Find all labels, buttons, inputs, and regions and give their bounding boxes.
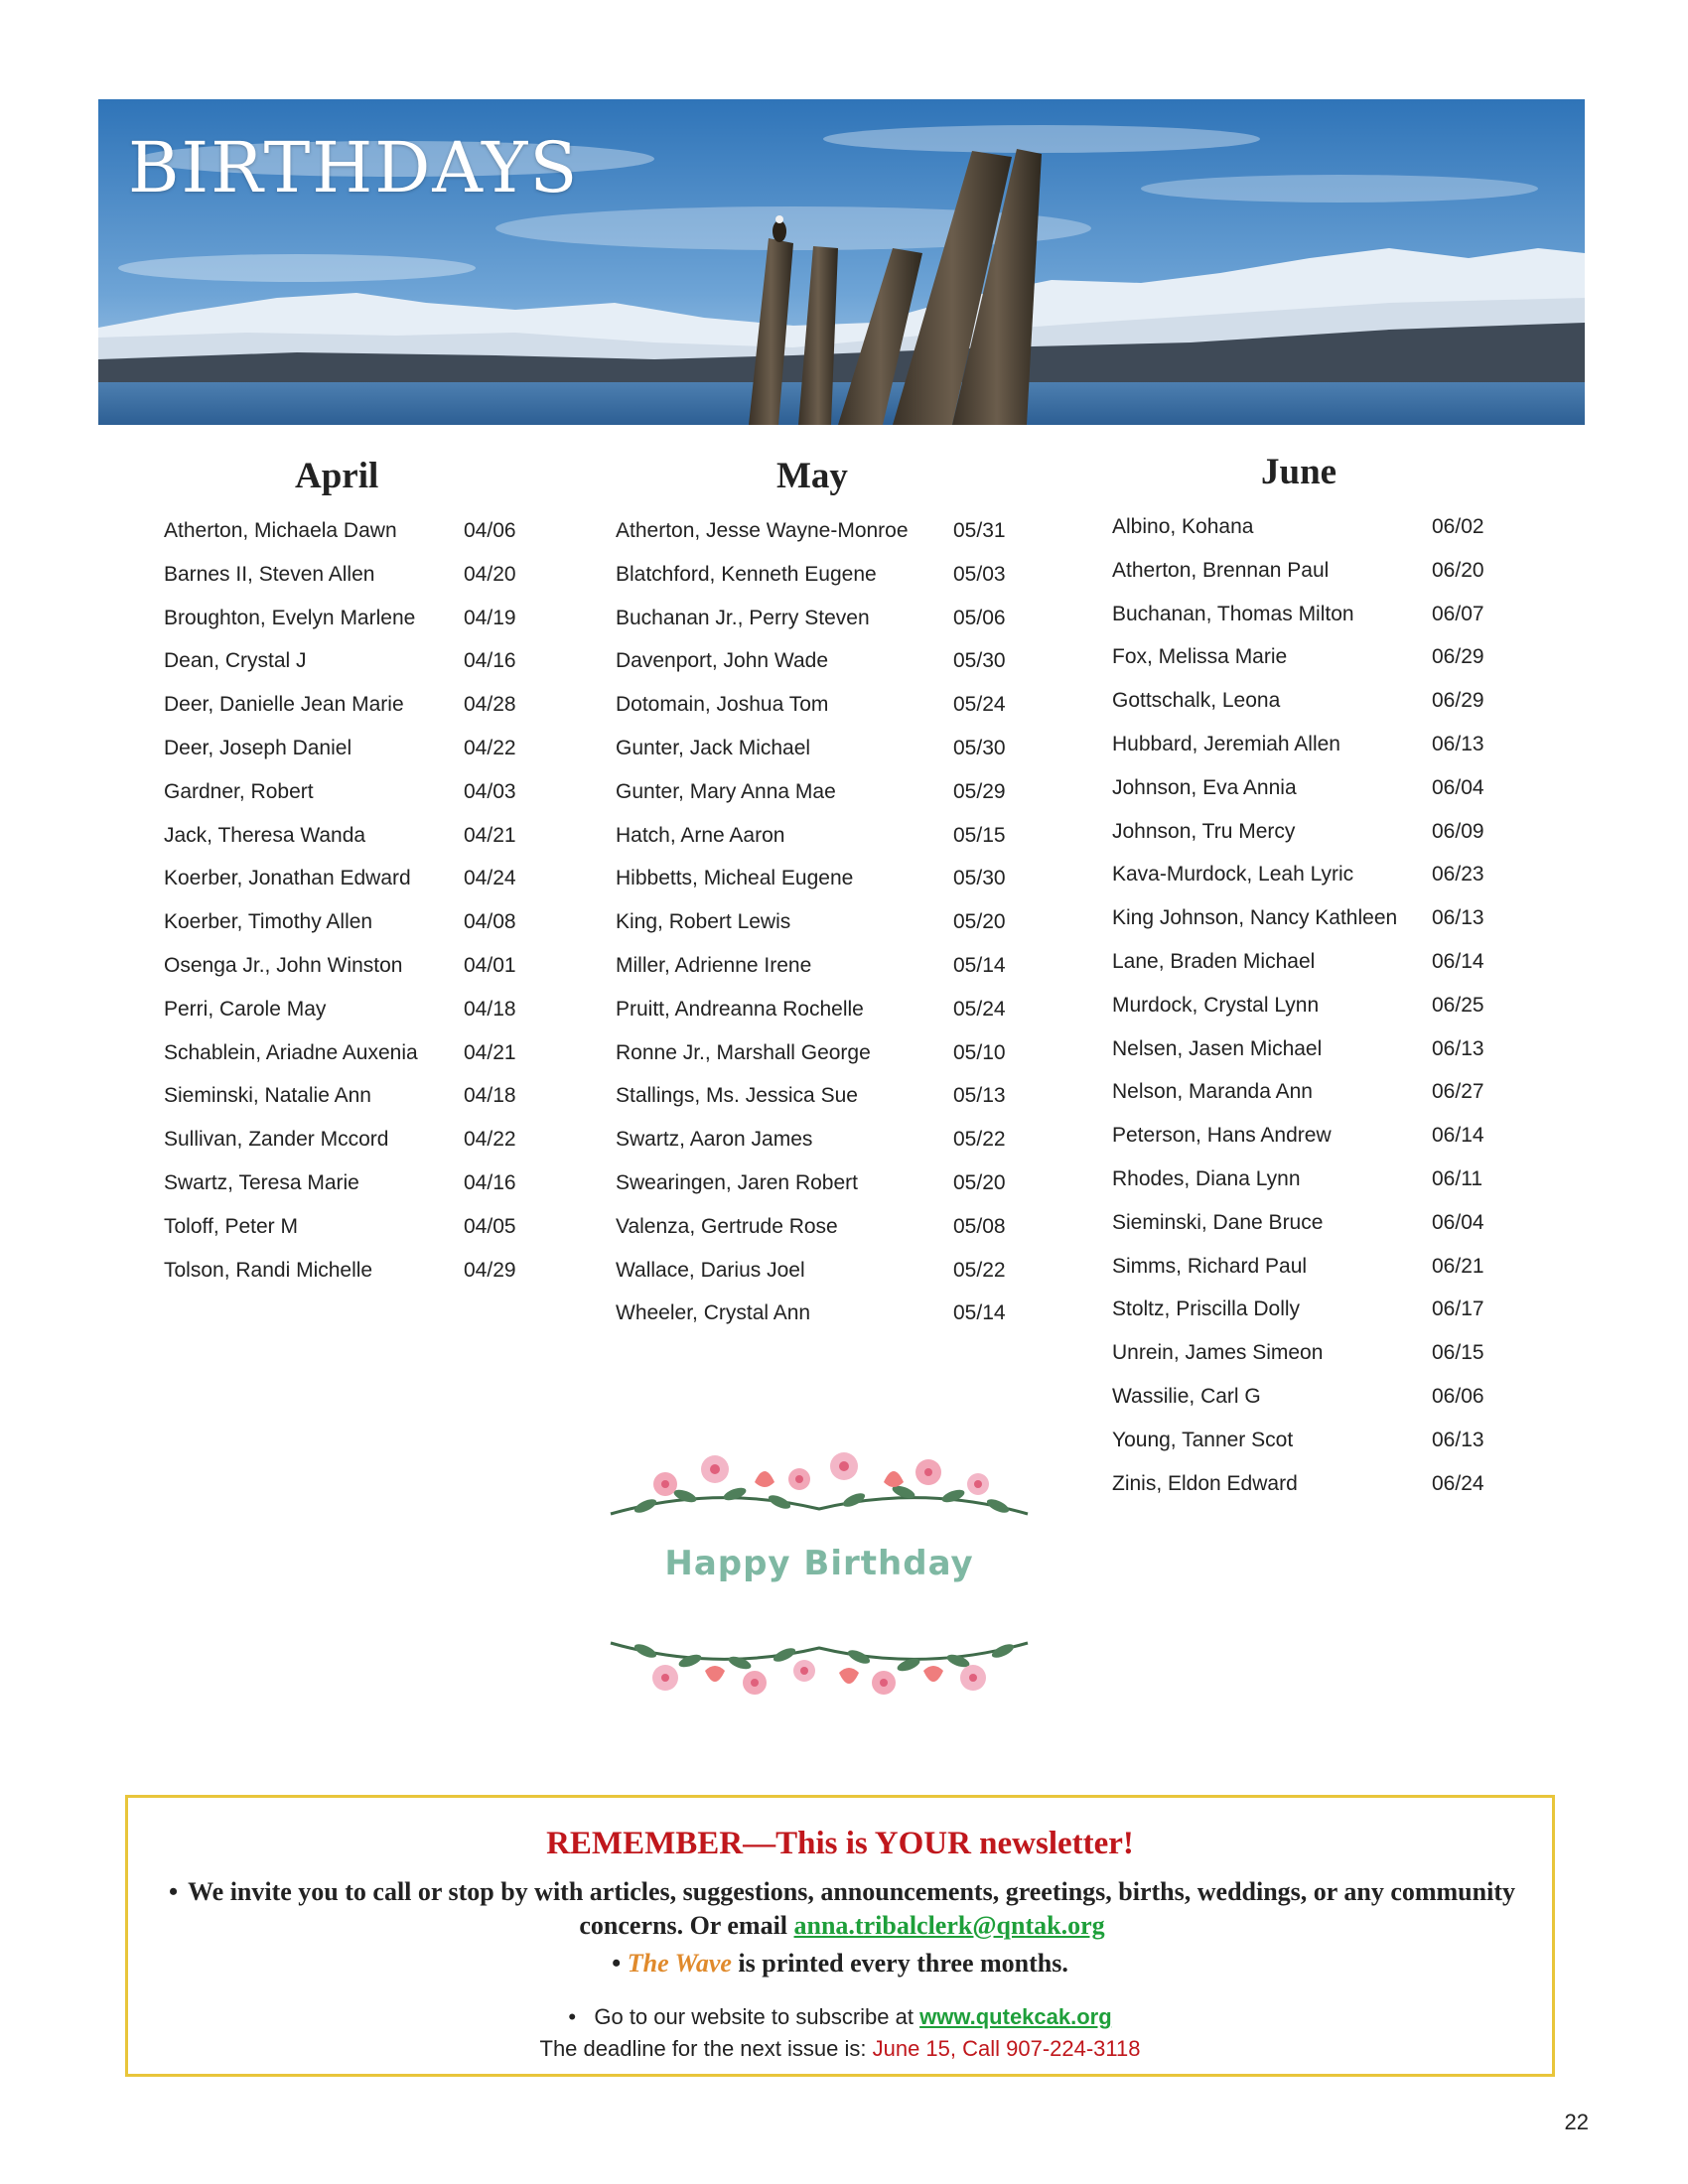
birthday-name: Osenga Jr., John Winston (164, 953, 403, 977)
birthday-name: Buchanan, Thomas Milton (1112, 602, 1354, 625)
birthday-date: 06/11 (1432, 1166, 1482, 1190)
birthday-name: Unrein, James Simeon (1112, 1341, 1324, 1365)
list-item (164, 1031, 536, 1075)
list-item (164, 944, 536, 988)
birthday-date: 05/13 (953, 1084, 1006, 1108)
june-list (1112, 505, 1509, 1505)
birthday-name: King, Robert Lewis (616, 910, 791, 934)
birthday-name: Blatchford, Kenneth Eugene (616, 562, 877, 586)
birthday-name: Gottschalk, Leona (1112, 689, 1281, 713)
list-item (616, 1249, 1013, 1293)
birthday-name: Dotomain, Joshua Tom (616, 693, 829, 717)
list-item (616, 1161, 1013, 1205)
birthday-name: Murdock, Crystal Lynn (1112, 993, 1320, 1017)
list-item (1112, 1288, 1509, 1331)
birthday-name: Simms, Richard Paul (1112, 1254, 1308, 1278)
list-item (1112, 853, 1509, 896)
birthday-name: Ronne Jr., Marshall George (616, 1040, 871, 1064)
birthday-date: 05/14 (953, 1301, 1006, 1325)
list-item (164, 1161, 536, 1205)
birthday-name: Tolson, Randi Michelle (164, 1258, 373, 1282)
april-column (164, 452, 536, 1292)
list-item (616, 1031, 1013, 1075)
birthday-date: 04/18 (464, 1084, 516, 1108)
birthday-name: Hatch, Arne Aaron (616, 823, 785, 847)
list-item (1112, 1201, 1509, 1245)
list-item (1112, 1070, 1509, 1114)
reminder-title: REMEMBER—This is YOUR newsletter! (546, 1826, 1134, 1861)
list-item (1112, 1331, 1509, 1375)
birthday-name: Jack, Theresa Wanda (164, 823, 366, 847)
list-item (616, 553, 1013, 597)
deadline-value: June 15, Call 907-224-3118 (872, 2036, 1141, 2061)
birthday-date: 05/08 (953, 1214, 1006, 1238)
birthday-date: 05/06 (953, 606, 1006, 629)
birthday-name: Wheeler, Crystal Ann (616, 1301, 811, 1325)
birthday-name: Swearingen, Jaren Robert (616, 1170, 858, 1194)
bullet: • (168, 1877, 179, 1906)
birthday-date: 05/30 (953, 736, 1006, 759)
list-item (616, 1205, 1013, 1249)
list-item (616, 727, 1013, 770)
birthday-date: 06/04 (1432, 775, 1484, 799)
list-item (616, 639, 1013, 683)
birthday-name: Deer, Danielle Jean Marie (164, 693, 404, 717)
birthday-name: Dean, Crystal J (164, 649, 307, 673)
birthday-name: Wassilie, Carl G (1112, 1384, 1261, 1408)
birthday-date: 04/29 (464, 1258, 516, 1282)
birthday-name: Atherton, Brennan Paul (1112, 558, 1330, 582)
birthday-name: Sieminski, Dane Bruce (1112, 1210, 1324, 1234)
list-item (164, 509, 536, 553)
april-list (164, 509, 536, 1292)
birthday-date: 06/06 (1432, 1384, 1484, 1408)
birthday-name: Hubbard, Jeremiah Allen (1112, 732, 1340, 755)
birthday-date: 06/20 (1432, 558, 1484, 582)
birthday-date: 06/13 (1432, 1428, 1484, 1451)
birthday-name: Albino, Kohana (1112, 515, 1254, 538)
birthday-date: 05/24 (953, 693, 1006, 717)
birthday-name: Sieminski, Natalie Ann (164, 1084, 371, 1108)
deadline-text: The deadline for the next issue is: (539, 2036, 867, 2061)
birthday-date: 06/27 (1432, 1080, 1484, 1104)
list-item (616, 770, 1013, 814)
birthday-name: Swartz, Teresa Marie (164, 1170, 359, 1194)
birthday-date: 06/14 (1432, 1124, 1484, 1148)
birthday-date: 05/30 (953, 649, 1006, 673)
list-item (1112, 635, 1509, 679)
wave-name: The Wave (627, 1949, 732, 1978)
birthday-date: 05/22 (953, 1128, 1006, 1152)
page-number: 22 (1564, 2110, 1589, 2134)
birthday-date: 05/22 (953, 1258, 1006, 1282)
birthday-date: 05/10 (953, 1040, 1006, 1064)
birthday-name: Toloff, Peter M (164, 1214, 299, 1238)
birthday-name: Sullivan, Zander Mccord (164, 1128, 389, 1152)
birthday-date: 04/16 (464, 1170, 516, 1194)
reminder-deadline (128, 2036, 1552, 2062)
birthday-date: 06/23 (1432, 863, 1484, 887)
bullet: • (612, 1949, 622, 1978)
birthday-date: 04/03 (464, 779, 516, 803)
birthday-name: Barnes II, Steven Allen (164, 562, 375, 586)
birthday-name: Gardner, Robert (164, 779, 314, 803)
website-text: Go to our website to subscribe at (594, 2004, 914, 2029)
birthday-name: Miller, Adrienne Irene (616, 953, 812, 977)
birthday-name: Rhodes, Diana Lynn (1112, 1166, 1301, 1190)
birthday-name: Hibbetts, Micheal Eugene (616, 867, 854, 890)
may-column (616, 452, 1013, 1335)
list-item (1112, 1419, 1509, 1462)
list-item (1112, 984, 1509, 1027)
birthday-date: 04/18 (464, 997, 516, 1021)
birthday-date: 04/05 (464, 1214, 516, 1238)
birthday-name: Atherton, Michaela Dawn (164, 519, 397, 542)
list-item (1112, 593, 1509, 636)
list-item (616, 944, 1013, 988)
birthday-name: Stoltz, Priscilla Dolly (1112, 1297, 1301, 1321)
birthday-date: 06/02 (1432, 515, 1484, 538)
list-item (164, 1249, 536, 1293)
happy-birthday-graphic (606, 1444, 1033, 1712)
list-item (164, 639, 536, 683)
birthday-date: 05/29 (953, 779, 1006, 803)
list-item (616, 814, 1013, 858)
birthday-date: 04/19 (464, 606, 516, 629)
birthday-date: 06/29 (1432, 689, 1484, 713)
list-item (1112, 505, 1509, 549)
list-item (164, 1205, 536, 1249)
birthday-date: 06/14 (1432, 949, 1484, 973)
list-item (164, 727, 536, 770)
birthday-name: Stallings, Ms. Jessica Sue (616, 1084, 858, 1108)
birthday-date: 04/21 (464, 823, 516, 847)
birthday-date: 06/29 (1432, 645, 1484, 669)
birthday-date: 05/20 (953, 1170, 1006, 1194)
birthday-date: 04/08 (464, 910, 516, 934)
list-item (1112, 810, 1509, 854)
list-item (1112, 940, 1509, 984)
birthday-name: Broughton, Evelyn Marlene (164, 606, 416, 629)
reminder-wave (128, 1949, 1552, 1979)
website-link[interactable]: www.qutekcak.org (919, 2004, 1112, 2029)
list-item (616, 597, 1013, 640)
birthday-date: 04/01 (464, 953, 516, 977)
list-item (1112, 1375, 1509, 1419)
birthday-date: 04/16 (464, 649, 516, 673)
month-heading-april: April (295, 456, 379, 496)
birthday-name: Davenport, John Wade (616, 649, 829, 673)
birthday-name: Swartz, Aaron James (616, 1128, 813, 1152)
birthday-name: Koerber, Jonathan Edward (164, 867, 411, 890)
birthday-date: 05/31 (953, 519, 1006, 542)
reminder-invite (142, 1875, 1542, 1943)
birthday-name: Zinis, Eldon Edward (1112, 1471, 1298, 1495)
birthday-date: 04/22 (464, 1128, 516, 1152)
list-item (1112, 1462, 1509, 1506)
birthday-date: 04/20 (464, 562, 516, 586)
birthday-name: Nelsen, Jasen Michael (1112, 1036, 1323, 1060)
list-item (164, 770, 536, 814)
birthday-date: 06/13 (1432, 732, 1484, 755)
list-item (616, 1118, 1013, 1161)
birthday-date: 06/13 (1432, 906, 1484, 930)
birthday-name: Peterson, Hans Andrew (1112, 1124, 1332, 1148)
birthday-date: 04/21 (464, 1040, 516, 1064)
birthday-date: 06/09 (1432, 819, 1484, 843)
list-item (164, 683, 536, 727)
birthday-name: Koerber, Timothy Allen (164, 910, 373, 934)
month-heading-may: May (776, 456, 848, 496)
email-link[interactable]: anna.tribalclerk@qntak.org (793, 1911, 1105, 1940)
wave-text: is printed every three months. (738, 1949, 1068, 1978)
birthday-date: 04/22 (464, 736, 516, 759)
birthday-name: Johnson, Tru Mercy (1112, 819, 1296, 843)
birthday-date: 04/24 (464, 867, 516, 890)
birthday-date: 05/15 (953, 823, 1006, 847)
birthday-name: Wallace, Darius Joel (616, 1258, 805, 1282)
list-item (616, 683, 1013, 727)
reminder-website (128, 2004, 1552, 2030)
birthday-date: 05/24 (953, 997, 1006, 1021)
happy-birthday-text: Happy Birthday (664, 1544, 974, 1583)
list-item (616, 857, 1013, 900)
list-item (164, 988, 536, 1031)
birthday-name: Perri, Carole May (164, 997, 327, 1021)
june-column (1112, 448, 1509, 1505)
month-heading-june: June (1261, 452, 1337, 492)
list-item (1112, 766, 1509, 810)
birthday-name: Atherton, Jesse Wayne-Monroe (616, 519, 909, 542)
birthday-date: 06/24 (1432, 1471, 1484, 1495)
list-item (164, 597, 536, 640)
list-item (616, 509, 1013, 553)
birthday-name: Fox, Melissa Marie (1112, 645, 1288, 669)
invite-text: We invite you to call or stop by with articles, suggestions, announcements, greetings, births, weddings, or any community concerns. Or email (188, 1877, 1515, 1940)
birthday-date: 06/04 (1432, 1210, 1484, 1234)
list-item (616, 900, 1013, 944)
birthday-name: Kava-Murdock, Leah Lyric (1112, 863, 1354, 887)
bullet: • (568, 2004, 577, 2029)
birthday-date: 04/28 (464, 693, 516, 717)
list-item (1112, 1245, 1509, 1289)
page-title: BIRTHDAYS (128, 127, 580, 208)
banner-image (98, 99, 1585, 425)
birthday-date: 05/30 (953, 867, 1006, 890)
birthday-date: 06/07 (1432, 602, 1484, 625)
birthday-name: Buchanan Jr., Perry Steven (616, 606, 870, 629)
list-item (164, 814, 536, 858)
birthday-name: Young, Tanner Scot (1112, 1428, 1294, 1451)
list-item (616, 988, 1013, 1031)
list-item (164, 1074, 536, 1118)
list-item (164, 553, 536, 597)
birthday-name: Pruitt, Andreanna Rochelle (616, 997, 864, 1021)
list-item (164, 900, 536, 944)
birthday-name: Nelson, Maranda Ann (1112, 1080, 1313, 1104)
birthday-name: King Johnson, Nancy Kathleen (1112, 906, 1398, 930)
newsletter-reminder-box (125, 1795, 1555, 2077)
birthday-date: 06/17 (1432, 1297, 1484, 1321)
birthday-date: 04/06 (464, 519, 516, 542)
list-item (164, 1118, 536, 1161)
birthday-name: Schablein, Ariadne Auxenia (164, 1040, 418, 1064)
list-item (1112, 723, 1509, 766)
list-item (1112, 896, 1509, 940)
may-list (616, 509, 1013, 1335)
list-item (616, 1074, 1013, 1118)
birthday-date: 06/13 (1432, 1036, 1484, 1060)
list-item (1112, 549, 1509, 593)
list-item (1112, 1027, 1509, 1071)
birthday-date: 06/15 (1432, 1341, 1484, 1365)
list-item (1112, 1158, 1509, 1201)
birthday-date: 06/25 (1432, 993, 1484, 1017)
birthday-name: Valenza, Gertrude Rose (616, 1214, 838, 1238)
list-item (1112, 1114, 1509, 1158)
birthday-date: 05/20 (953, 910, 1006, 934)
birthday-name: Deer, Joseph Daniel (164, 736, 352, 759)
birthday-name: Lane, Braden Michael (1112, 949, 1316, 973)
birthday-date: 06/21 (1432, 1254, 1484, 1278)
list-item (616, 1292, 1013, 1335)
birthday-name: Gunter, Jack Michael (616, 736, 811, 759)
birthday-name: Johnson, Eva Annia (1112, 775, 1297, 799)
birthday-date: 05/03 (953, 562, 1006, 586)
birthday-name: Gunter, Mary Anna Mae (616, 779, 836, 803)
list-item (164, 857, 536, 900)
list-item (1112, 679, 1509, 723)
birthday-date: 05/14 (953, 953, 1006, 977)
